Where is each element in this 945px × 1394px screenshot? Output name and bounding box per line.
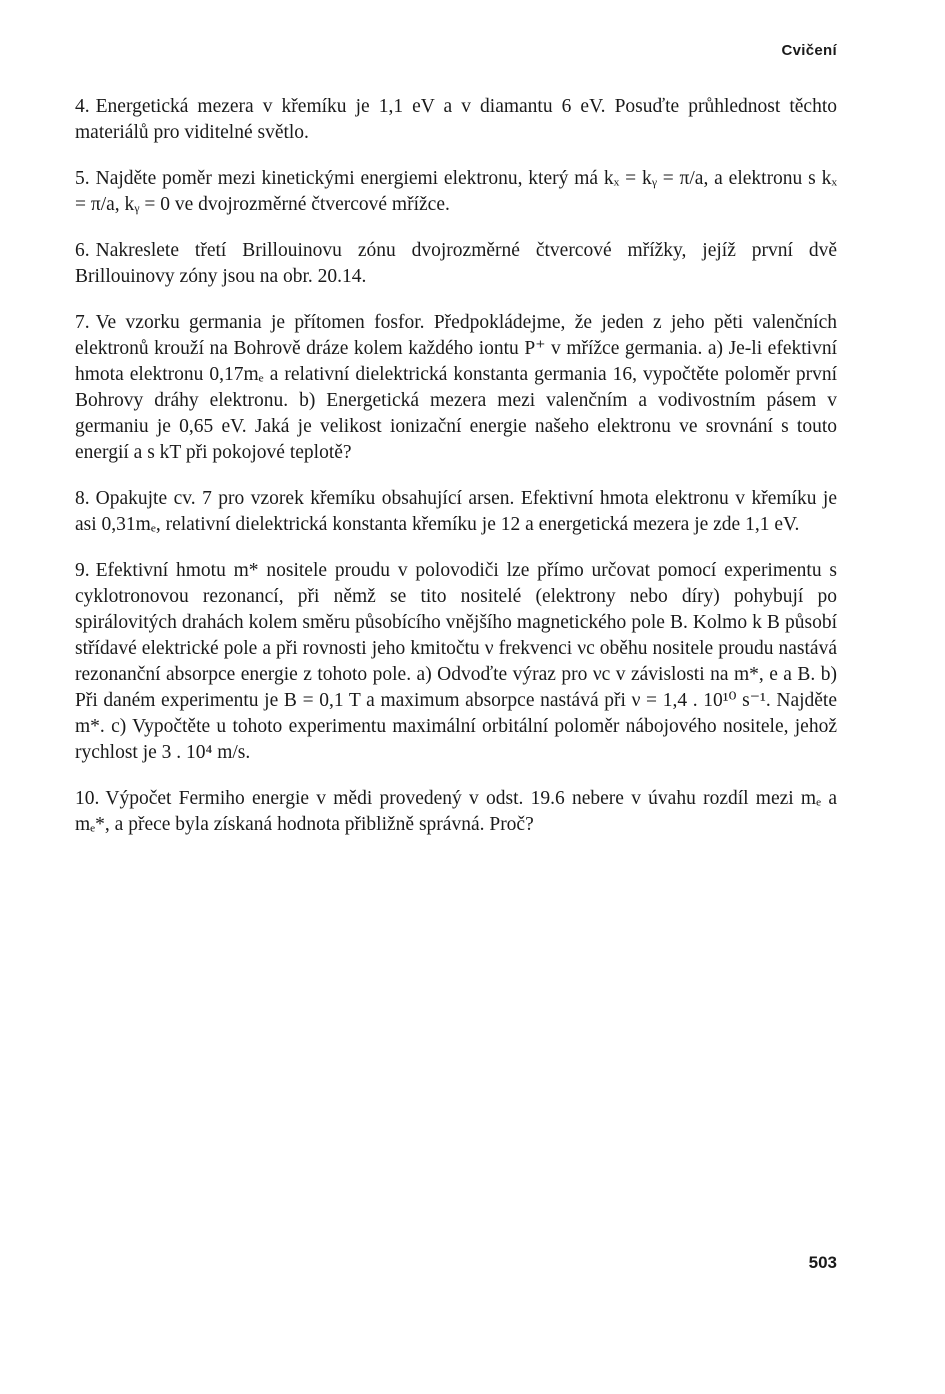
exercise-7: [75, 310, 837, 466]
exercise-8: [75, 486, 837, 538]
exercise-text: Opakujte cv. 7 pro vzorek křemíku obsahující arsen. Efektivní hmota elektronu v křemíku je asi 0,31mₑ, relativní dielektrická konstanta křemíku je 12 a energetická mezera je zde 1,1 eV.: [75, 488, 837, 535]
exercise-text: Výpočet Fermiho energie v mědi provedený v odst. 19.6 nebere v úvahu rozdíl mezi mₑ a mₑ*, a přece byla získaná hodnota přibližně správná. Proč?: [75, 788, 837, 835]
exercise-text: Nakreslete třetí Brillouinovu zónu dvojrozměrné čtvercové mřížky, jejíž první dvě Brillouinovy zóny jsou na obr. 20.14.: [75, 240, 837, 287]
exercise-number: 10.: [75, 788, 100, 809]
exercise-4: [75, 94, 837, 146]
exercise-number: 6.: [75, 240, 90, 261]
running-header: Cvičení: [781, 42, 837, 59]
exercise-text: Ve vzorku germania je přítomen fosfor. Předpokládejme, že jeden z jeho pěti valenčních elektronů krouží na Bohrově dráze kolem každého iontu P⁺ v mřížce germania. a) Je-li efektivní hmota elektronu 0,17mₑ a relativní dielektrická konstanta germania 16, vypočtěte poloměr první Bohrovy dráhy elektronu. b) Energetická mezera mezi valenčním a vodivostním pásem v germaniu je 0,65 eV. Jaká je velikost ionizační energie našeho elektronu ve srovnání s touto energií a s kT při pokojové teplotě?: [75, 312, 837, 463]
exercise-5: [75, 166, 837, 218]
exercise-6: [75, 238, 837, 290]
exercise-text: Energetická mezera v křemíku je 1,1 eV a v diamantu 6 eV. Posuďte průhlednost těchto materiálů pro viditelné světlo.: [75, 96, 837, 143]
exercise-number: 4.: [75, 96, 90, 117]
page-number: 503: [808, 1253, 837, 1272]
exercise-number: 7.: [75, 312, 90, 333]
exercise-10: [75, 786, 837, 838]
exercise-list: [75, 94, 837, 858]
exercise-number: 5.: [75, 168, 90, 189]
exercise-number: 9.: [75, 560, 90, 581]
exercise-text: Efektivní hmotu m* nositele proudu v polovodiči lze přímo určovat pomocí experimentu s cyklotronovou rezonancí, při němž se tito nositelé (elektrony nebo díry) pohybují po spirálovitých drahách kolem směru působícího vnějšího magnetického pole B. Kolmo k B působí střídavé elektrické pole a při rovnosti jeho kmitočtu ν frekvenci νc oběhu nositele proudu nastává rezonanční absorpce energie z tohoto pole. a) Odvoďte výraz pro νc v závislosti na m*, e a B. b) Při daném experimentu je B = 0,1 T a maximum absorpce nastává při ν = 1,4 . 10¹⁰ s⁻¹. Najděte m*. c) Vypočtěte u tohoto experimentu maximální orbitální poloměr nábojového nositele, jehož rychlost je 3 . 10⁴ m/s.: [75, 560, 837, 763]
exercise-number: 8.: [75, 488, 90, 509]
exercise-text: Najděte poměr mezi kinetickými energiemi elektronu, který má kₓ = kᵧ = π/a, a elektronu s kₓ = π/a, kᵧ = 0 ve dvojrozměrné čtvercové mřížce.: [75, 168, 837, 215]
exercise-9: [75, 558, 837, 766]
